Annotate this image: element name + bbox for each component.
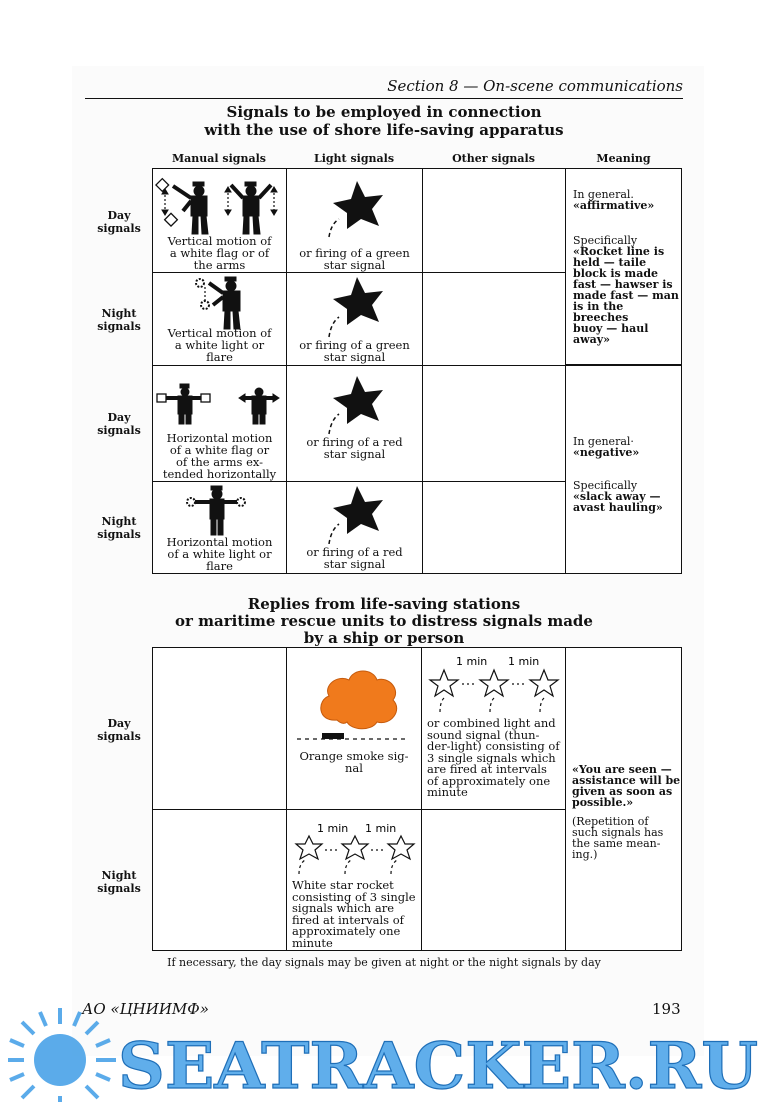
green-star-signal-icon-night	[287, 273, 422, 341]
row-label-night-2: Night signals	[97, 515, 141, 541]
cell-t2-meaning	[565, 647, 682, 951]
orange-smoke-icon	[287, 650, 421, 750]
seatracker-watermark	[0, 1000, 777, 1102]
light-night-red-text: or firing of a red star signal	[306, 545, 403, 571]
cell-manual-day-horizontal	[152, 365, 287, 482]
cell-meaning-affirmative	[565, 168, 682, 365]
cell-manual-night-horizontal	[152, 481, 287, 574]
manual-day-vertical-text: Vertical motion of a white flag or of the arms	[167, 234, 272, 272]
white-star-rocket-icon	[287, 812, 421, 878]
vertical-flag-signal-icon	[153, 171, 286, 239]
cell-t2-light-day	[286, 647, 422, 810]
table2-title-line3: by a ship or person	[303, 629, 465, 647]
col-other-signals: Other signals	[452, 152, 535, 165]
svg-text:1 min: 1 min	[508, 655, 540, 668]
table2-title-line1: Replies from life-saving stations	[247, 595, 521, 613]
publisher-name: АО «ЦНИИМФ»	[82, 1000, 209, 1018]
row-label-day-1: Day signals	[97, 209, 141, 235]
manual-night-vertical-text: Vertical motion of a white light or flare	[167, 326, 272, 364]
thunder-light-signal-icon	[422, 650, 565, 716]
table1-title-line2: with the use of shore life-saving apparatus	[204, 121, 564, 139]
footnote: If necessary, the day signals may be given at night or the night signals by day	[167, 956, 601, 969]
cell-other-night-1	[422, 272, 566, 366]
combined-signal-text: or combined light and sound signal (thun- der-light) consisting of 3 single signals which are fired at intervals of approximately one minute	[427, 716, 560, 799]
red-star-signal-icon	[287, 366, 422, 436]
white-star-rocket-text: White star rocket consisting of 3 single signals which are fired at intervals of approximately one minute	[292, 878, 416, 950]
col-light-signals: Light signals	[313, 152, 395, 165]
cell-light-day-red	[286, 365, 423, 482]
row-label-day-reply: Day signals	[97, 717, 141, 743]
green-star-signal-icon	[287, 169, 422, 244]
cell-other-day-2	[422, 365, 566, 482]
light-night-green-text: or firing of a green star signal	[299, 338, 410, 364]
row-label-day-2: Day signals	[97, 411, 141, 437]
col-manual-signals: Manual signals	[172, 152, 266, 165]
section-title: Section 8 — On-scene communications	[387, 77, 683, 95]
horizontal-flag-signal-icon	[153, 366, 286, 426]
vertical-light-signal-icon	[153, 273, 286, 331]
reply-meaning-text: «You are seen — assistance will be given as soon as possible.» (Repetition of such signals has the same mean- ing.)	[572, 763, 681, 861]
row-label-night-reply: Night signals	[97, 869, 141, 895]
red-star-signal-icon-night	[287, 482, 422, 544]
orange-smoke-text: Orange smoke sig- nal	[299, 749, 409, 775]
cell-t2-light-night	[286, 809, 422, 951]
manual-night-horizontal-text: Horizontal motion of a white light or flare	[166, 535, 273, 573]
col-meaning: Meaning	[596, 152, 651, 165]
cell-other-day-1	[422, 168, 566, 273]
svg-text:1 min: 1 min	[317, 822, 349, 835]
cell-manual-day-vertical	[152, 168, 287, 273]
svg-text:1 min: 1 min	[456, 655, 488, 668]
cell-meaning-negative	[565, 365, 682, 574]
running-header	[85, 74, 683, 99]
table2-title-line2: or maritime rescue units to distress signals made	[175, 612, 593, 630]
light-day-green-text: or firing of a green star signal	[299, 246, 410, 272]
svg-text:1 min: 1 min	[365, 822, 397, 835]
light-day-red-text: or firing of a red star signal	[306, 435, 403, 461]
cell-t2-other-night	[421, 809, 566, 951]
meaning-negative-text: In general· «negative» Specifically «slack away — avast hauling»	[573, 435, 663, 514]
page-number: 193	[652, 1000, 681, 1018]
cell-t2-manual-night	[152, 809, 287, 951]
manual-day-horizontal-text: Horizontal motion of a white flag or of the arms ex- tended horizontally	[162, 431, 277, 481]
cell-other-night-2	[422, 481, 566, 574]
cell-t2-manual-day	[152, 647, 287, 810]
row-label-night-1: Night signals	[97, 307, 141, 333]
cell-light-night-red	[286, 481, 423, 574]
cell-t2-other-day	[421, 647, 566, 810]
table1-title-line1: Signals to be employed in connection	[226, 103, 542, 121]
cell-manual-night-vertical	[152, 272, 287, 366]
meaning-affirmative-text: In general. «affirmative» Specifically «Rocket line is held — taile block is made fast — hawser is made fast — man is in the breeches buoy — haul away»	[573, 188, 679, 346]
cell-light-day-green	[286, 168, 423, 273]
watermark-text: SEATRACKER.RU	[118, 1029, 758, 1102]
cell-light-night-green	[286, 272, 423, 366]
horizontal-light-signal-icon	[153, 482, 286, 536]
